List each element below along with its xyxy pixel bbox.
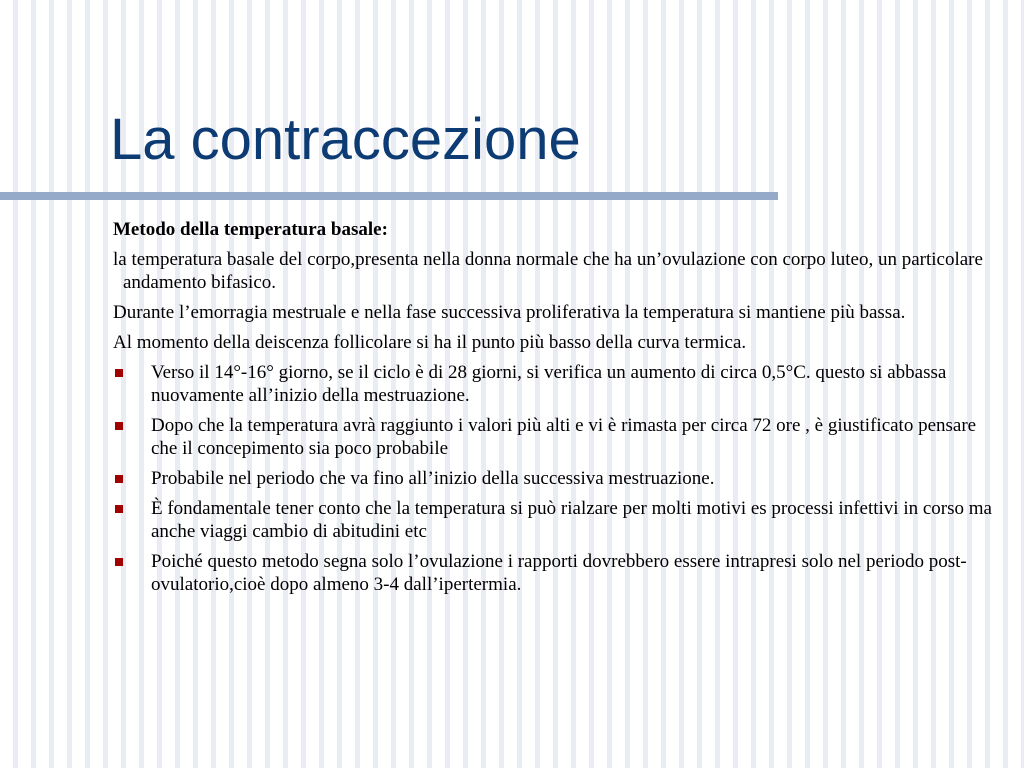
slide-body: [113, 218, 993, 603]
bullet-text: Dopo che la temperatura avrà raggiunto i valori più alti e vi è rimasta per circa 72 ore , è giustificato pensare che il concepimento sia poco probabile: [151, 415, 977, 459]
bullet-text: Verso il 14°-16° giorno, se il ciclo è di 28 giorni, si verifica un aumento di circa 0,5°C. questo si abbassa nuovamente all’inizio della mestruazione.: [151, 362, 947, 406]
section-heading: Metodo della temperatura basale:: [113, 219, 388, 240]
slide-title: La contraccezione: [110, 107, 581, 172]
bullet-item: [113, 550, 993, 596]
body-paragraph: Durante l’emorragia mestruale e nella fase successiva proliferativa la temperatura si mantiene più bassa.: [113, 302, 906, 323]
bullet-text: Probabile nel periodo che va fino all’inizio della successiva mestruazione.: [151, 468, 715, 489]
bullet-item: [113, 414, 993, 460]
bullet-text: Poiché questo metodo segna solo l’ovulazione i rapporti dovrebbero essere intrapresi solo nel periodo post-ovulatorio,cioè dopo almeno 3-4 dall’ipertermia.: [151, 551, 967, 595]
square-bullet-icon: [115, 422, 123, 430]
square-bullet-icon: [115, 558, 123, 566]
square-bullet-icon: [115, 369, 123, 377]
bullet-text: È fondamentale tener conto che la temperatura si può rialzare per molti motivi es processi infettivi in corso ma anche viaggi cambio di abitudini etc: [151, 498, 992, 542]
bullet-item: [113, 497, 993, 543]
square-bullet-icon: [115, 475, 123, 483]
bullet-item: [113, 361, 993, 407]
title-underline: [0, 192, 778, 200]
body-paragraph: la temperatura basale del corpo,presenta nella donna normale che ha un’ovulazione con corpo luteo, un particolare andamento bifasico.: [113, 249, 983, 293]
bullet-item: [113, 467, 993, 490]
body-paragraph: Al momento della deiscenza follicolare si ha il punto più basso della curva termica.: [113, 332, 747, 353]
square-bullet-icon: [115, 505, 123, 513]
